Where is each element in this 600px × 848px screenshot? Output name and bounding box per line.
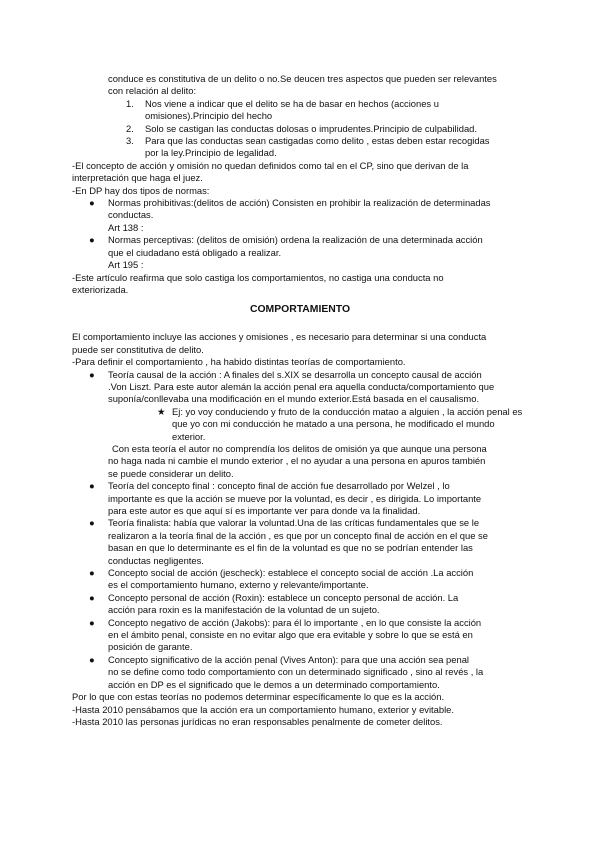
paragraph: basan en que lo determinante es el fin de la voluntad es que no se podrían entender las	[108, 542, 473, 554]
paragraph: -Para definir el comportamiento , ha habido distintas teorías de comportamiento.	[72, 356, 406, 368]
paragraph: -Hasta 2010 las personas jurídicas no eran responsables penalmente de cometer delitos.	[72, 715, 443, 727]
article-ref: Art 195 :	[108, 259, 144, 271]
paragraph: interpretación que haga el juez.	[72, 172, 203, 184]
list-item: ● Concepto social de acción (jescheck): establece el concepto social de acción .La acción	[89, 567, 474, 579]
list-item: por la ley.Principio de legalidad.	[145, 147, 277, 159]
paragraph: conductas.	[108, 209, 154, 221]
paragraph: no haga nada ni cambie el mundo exterior , el no ayudar a una persona en apuros también	[108, 455, 486, 467]
paragraph: exterior.	[172, 430, 206, 442]
bullet-icon: ●	[89, 517, 95, 529]
list-item: ● Concepto negativo de acción (Jakobs): para él lo importante , en lo que consiste la acción	[89, 616, 482, 628]
paragraph: posición de garante.	[108, 641, 193, 653]
bullet-icon: ●	[89, 234, 95, 246]
list-item: ● Teoría finalista: había que valorar la voluntad.Una de las críticas fundamentales que se le	[89, 517, 480, 529]
bullet-icon: ●	[89, 653, 95, 665]
paragraph: acción para roxin es la manifestación de la voluntad de un sujeto.	[108, 604, 380, 616]
bullet-icon: ●	[89, 616, 95, 628]
bullet-icon: ●	[89, 480, 95, 492]
paragraph: -En DP hay dos tipos de normas:	[72, 184, 210, 196]
list-item: ● Concepto significativo de la acción penal (Vives Anton): para que una acción sea penal	[89, 653, 470, 665]
paragraph: El comportamiento incluye las acciones y omisiones , es necesario para determinar si una conducta	[72, 331, 487, 343]
paragraph: Por lo que con estas teorías no podemos determinar específicamente lo que es la acción.	[72, 691, 445, 703]
paragraph: en el ámbito penal, consiste en no evitar algo que era evitable y sobre lo que se está en	[108, 629, 473, 641]
paragraph: Con esta teoría el autor no comprendía los delitos de omisión ya que aunque una persona	[112, 442, 487, 454]
paragraph: importante es que la acción se mueve por la voluntad, es decir , es dirigida. Lo importante	[108, 492, 482, 504]
bullet-icon: ●	[89, 567, 95, 579]
paragraph: acción en DP es el significado que le demos a un determinado comportamiento.	[108, 678, 440, 690]
list-item: 2. Solo se castigan las conductas dolosas o imprudentes.Principio de culpabilidad.	[126, 122, 477, 134]
bullet-icon: ●	[89, 591, 95, 603]
paragraph: -Este artículo reafirma que solo castiga los comportamientos, no castiga una conducta no	[72, 271, 444, 283]
paragraph: exteriorizada.	[72, 283, 129, 295]
bullet-icon: ●	[89, 368, 95, 380]
list-item: ● Normas prohibitivas:(delitos de acción) Consisten en prohibir la realización de determinadas	[89, 197, 491, 209]
paragraph: -El concepto de acción y omisión no quedan definidos como tal en el CP, sino que derivan de la	[72, 159, 469, 171]
list-item: 3. Para que las conductas sean castigadas como delito , estas deben estar recogidas	[126, 135, 490, 147]
aspects-list	[0, 98, 600, 160]
article-ref: Art 138 :	[108, 221, 144, 233]
list-item: ● Concepto personal de acción (Roxin): establece un concepto personal de acción. La	[89, 591, 459, 603]
paragraph: se puede considerar un delito.	[108, 467, 234, 479]
bullet-icon: ●	[89, 197, 95, 209]
paragraph: no se define como todo comportamiento con un determinado significado , sino al revés , la	[108, 666, 484, 678]
list-item: 1. Nos viene a indicar que el delito se ha de basar en hechos (acciones u	[126, 97, 439, 109]
paragraph: es el comportamiento humano, externo y relevante/importante.	[108, 579, 369, 591]
paragraph: conductas negligentes.	[108, 554, 204, 566]
paragraph: suponía/conllevaba una modificación en el mundo exterior.Está basada en el causalismo.	[108, 393, 480, 405]
intro-line: conduce es constitutiva de un delito o no.Se deucen tres aspectos que pueden ser relevantes	[108, 73, 497, 84]
paragraph: .Von Liszt. Para este autor alemán la acción penal era aquella conducta/comportamiento que	[108, 380, 495, 392]
paragraph: -Hasta 2010 pensábamos que la acción era un comportamiento humano, exterior y evitable.	[72, 703, 454, 715]
star-icon: ★	[157, 405, 166, 417]
paragraph: realizaron a la teoría final de la acción , es que por un concepto final de acción en el que se	[108, 529, 488, 541]
list-item: ★ Ej: yo voy conduciendo y fruto de la conducción matao a alguien , la acción penal es	[157, 405, 523, 417]
list-item: ● Normas perceptivas: (delitos de omisión) ordena la realización de una determinada acción	[89, 234, 483, 246]
paragraph: para este autor es que aquí sí es importante ver para donde va la finalidad.	[108, 505, 421, 516]
intro-line: con relación al delito:	[108, 85, 197, 97]
list-item: omisiones).Principio del hecho	[145, 110, 273, 122]
list-item: ● Teoría causal de la acción : A finales del s.XIX se desarrolla un concepto causal de acción	[89, 368, 482, 380]
list-item: ● Teoría del concepto final : concepto final de acción fue desarrollado por Welzel , lo	[89, 480, 450, 492]
paragraph: que el ciudadano está obligado a realizar.	[108, 246, 282, 258]
paragraph: puede ser constitutiva de delito.	[72, 343, 204, 355]
section-heading: COMPORTAMIENTO	[249, 304, 351, 316]
paragraph: que yo con mi conducción he matado a una persona, he modificado el mundo	[172, 418, 495, 430]
